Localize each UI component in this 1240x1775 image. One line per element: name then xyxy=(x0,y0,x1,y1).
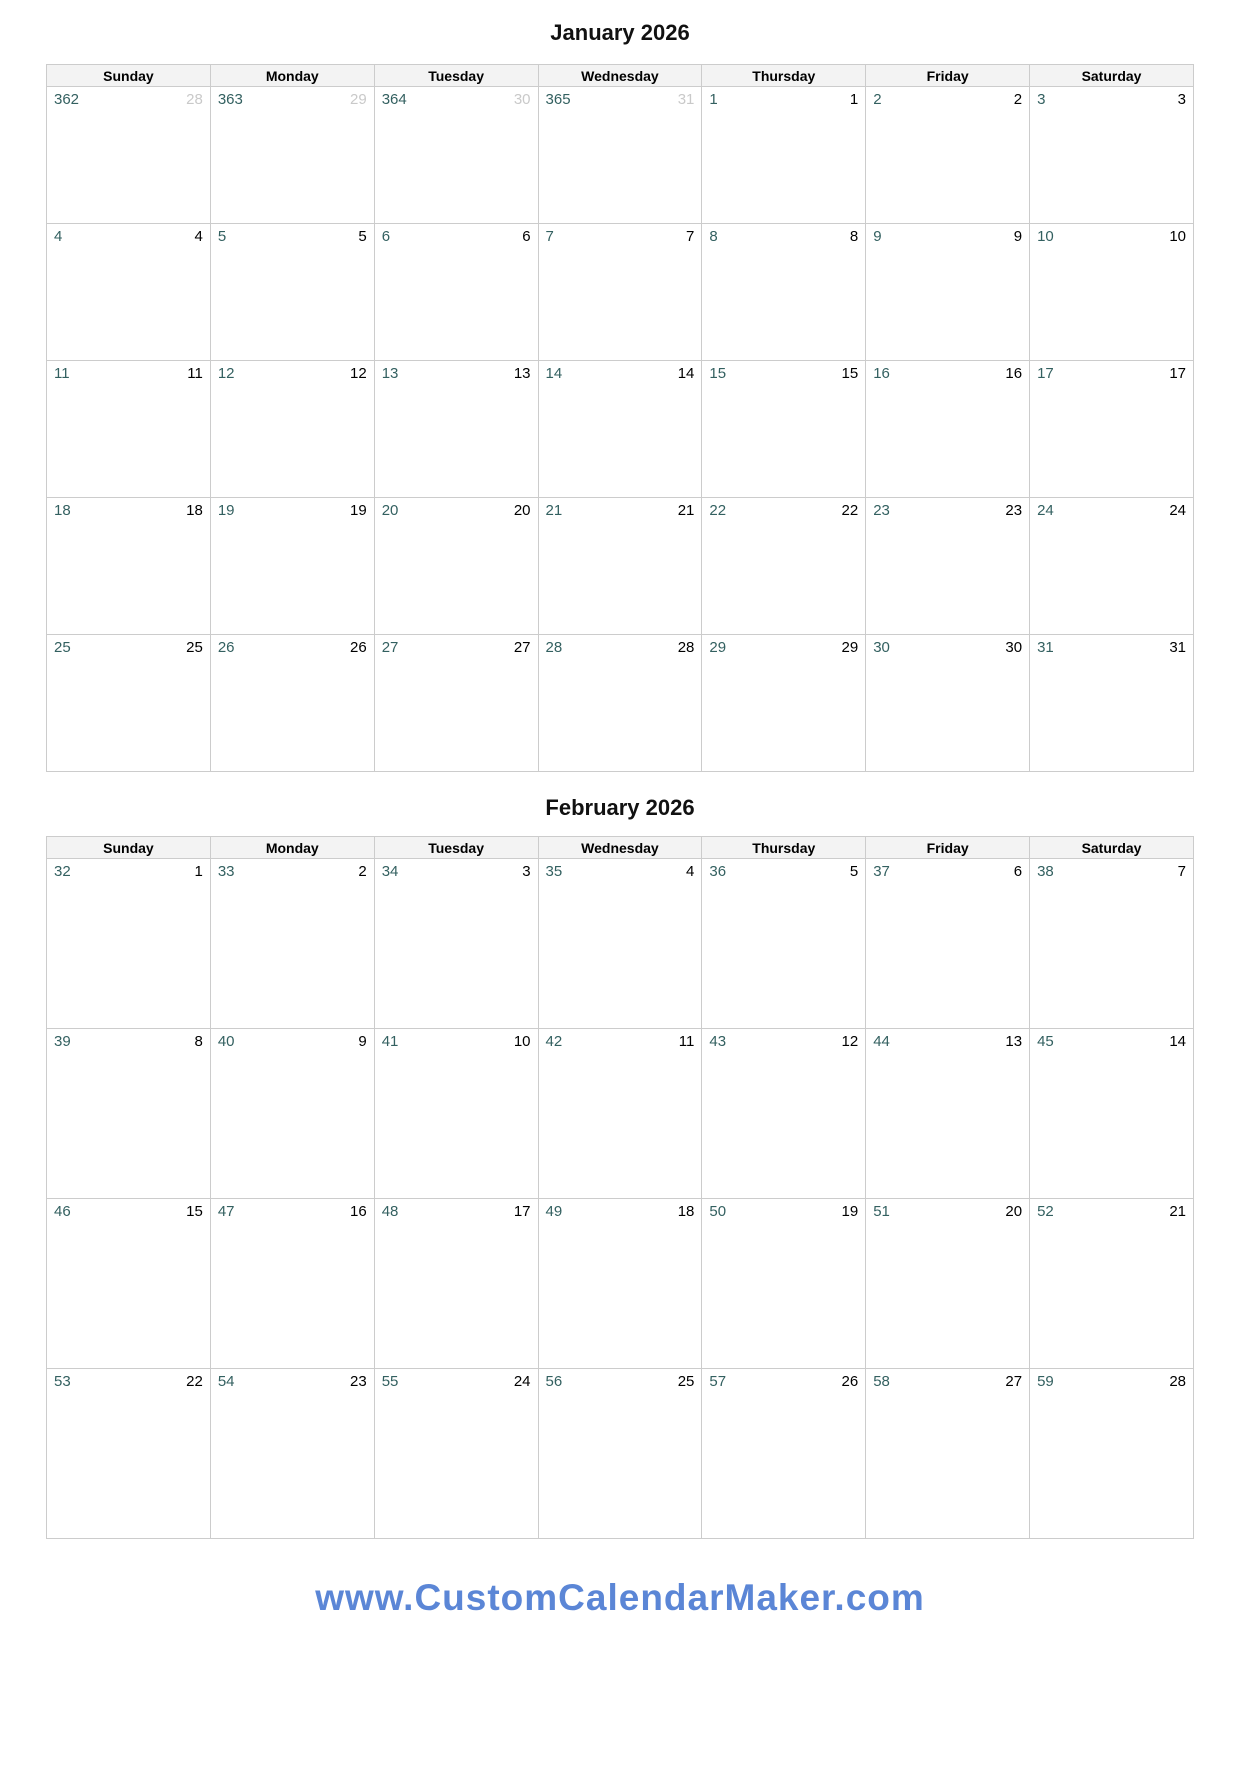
day-cell xyxy=(210,498,374,635)
day-of-year-number: 27 xyxy=(381,639,399,656)
day-cell xyxy=(702,1369,866,1539)
day-number: 14 xyxy=(1169,1033,1186,1050)
day-number: 30 xyxy=(513,91,531,108)
day-cell xyxy=(47,635,211,772)
day-number: 26 xyxy=(350,639,367,656)
day-of-year-number: 58 xyxy=(873,1373,890,1390)
day-of-year-number: 39 xyxy=(54,1033,71,1050)
day-number: 10 xyxy=(1169,228,1186,245)
day-cell xyxy=(702,87,866,224)
day-cell xyxy=(538,498,702,635)
day-cell xyxy=(374,87,538,224)
day-cell xyxy=(1030,1029,1194,1199)
day-of-year-number: 29 xyxy=(709,639,727,656)
day-cell xyxy=(374,1369,538,1539)
day-of-year-number: 7 xyxy=(545,228,554,245)
day-number: 14 xyxy=(677,365,695,382)
day-of-year-number: 45 xyxy=(1037,1033,1054,1050)
day-number: 30 xyxy=(1005,639,1023,656)
day-cell xyxy=(538,361,702,498)
day-number: 8 xyxy=(849,228,859,245)
day-number: 25 xyxy=(186,639,203,656)
day-number: 4 xyxy=(194,228,203,245)
month-section-january xyxy=(0,20,1240,772)
day-cell xyxy=(866,361,1030,498)
day-of-year-number: 363 xyxy=(217,91,243,108)
day-of-year-number: 59 xyxy=(1037,1373,1054,1390)
day-of-year-number: 364 xyxy=(381,91,407,108)
day-number: 18 xyxy=(186,502,203,519)
day-number: 18 xyxy=(677,1203,695,1220)
day-of-year-number: 55 xyxy=(381,1373,399,1390)
day-cell xyxy=(47,1199,211,1369)
day-number: 25 xyxy=(677,1373,695,1390)
day-number: 21 xyxy=(1169,1203,1186,1220)
day-of-year-number: 41 xyxy=(381,1033,399,1050)
day-number: 1 xyxy=(194,863,203,880)
day-of-year-number: 13 xyxy=(381,365,399,382)
day-number: 9 xyxy=(358,1033,367,1050)
day-cell xyxy=(702,361,866,498)
day-cell xyxy=(702,1029,866,1199)
day-cell xyxy=(702,498,866,635)
day-cell xyxy=(210,635,374,772)
day-of-year-number: 10 xyxy=(1037,228,1054,245)
day-of-year-number: 42 xyxy=(545,1033,563,1050)
weekday-header-wednesday: Wednesday xyxy=(538,837,702,859)
day-of-year-number: 23 xyxy=(873,502,890,519)
day-cell xyxy=(1030,87,1194,224)
day-number: 12 xyxy=(841,1033,859,1050)
day-number: 16 xyxy=(350,1203,367,1220)
day-of-year-number: 53 xyxy=(54,1373,71,1390)
day-number: 24 xyxy=(1169,502,1186,519)
day-number: 6 xyxy=(522,228,531,245)
day-of-year-number: 1 xyxy=(709,91,718,108)
day-number: 22 xyxy=(841,502,859,519)
weekday-header-thursday: Thursday xyxy=(702,65,866,87)
month-title: January 2026 xyxy=(550,20,690,45)
weekday-header-saturday: Saturday xyxy=(1030,837,1194,859)
day-cell xyxy=(538,1199,702,1369)
week-row xyxy=(47,498,1194,635)
weekday-header-friday: Friday xyxy=(866,65,1030,87)
day-of-year-number: 49 xyxy=(545,1203,563,1220)
day-of-year-number: 28 xyxy=(545,639,563,656)
day-of-year-number: 6 xyxy=(381,228,391,245)
day-cell xyxy=(538,224,702,361)
month-section-february xyxy=(0,795,1240,1539)
day-cell xyxy=(1030,498,1194,635)
day-number: 20 xyxy=(1005,1203,1023,1220)
day-number: 28 xyxy=(186,91,203,108)
day-cell xyxy=(538,635,702,772)
week-row xyxy=(47,635,1194,772)
day-cell xyxy=(47,1369,211,1539)
day-of-year-number: 33 xyxy=(217,863,235,880)
day-number: 23 xyxy=(1005,502,1023,519)
day-of-year-number: 47 xyxy=(217,1203,235,1220)
day-cell xyxy=(702,859,866,1029)
day-number: 17 xyxy=(513,1203,531,1220)
day-of-year-number: 35 xyxy=(545,863,563,880)
day-cell xyxy=(374,498,538,635)
weekday-header-tuesday: Tuesday xyxy=(374,837,538,859)
day-cell xyxy=(47,859,211,1029)
day-of-year-number: 3 xyxy=(1037,91,1046,108)
day-of-year-number: 15 xyxy=(709,365,727,382)
day-of-year-number: 12 xyxy=(217,365,235,382)
day-cell xyxy=(47,1029,211,1199)
calendar-page xyxy=(0,20,1240,1619)
day-of-year-number: 57 xyxy=(709,1373,727,1390)
day-of-year-number: 48 xyxy=(381,1203,399,1220)
day-number: 3 xyxy=(1177,91,1186,108)
day-cell xyxy=(702,635,866,772)
day-cell xyxy=(374,361,538,498)
day-of-year-number: 9 xyxy=(873,228,882,245)
month-title: February 2026 xyxy=(545,795,695,820)
day-of-year-number: 34 xyxy=(381,863,399,880)
day-of-year-number: 32 xyxy=(54,863,71,880)
day-cell xyxy=(374,859,538,1029)
day-of-year-number: 56 xyxy=(545,1373,563,1390)
day-cell xyxy=(1030,859,1194,1029)
day-number: 9 xyxy=(1013,228,1023,245)
day-number: 27 xyxy=(1005,1373,1023,1390)
day-of-year-number: 38 xyxy=(1037,863,1054,880)
day-of-year-number: 31 xyxy=(1037,639,1054,656)
day-of-year-number: 50 xyxy=(709,1203,727,1220)
weekday-header-monday: Monday xyxy=(210,65,374,87)
day-of-year-number: 4 xyxy=(54,228,63,245)
day-of-year-number: 8 xyxy=(709,228,718,245)
week-row xyxy=(47,1029,1194,1199)
day-number: 19 xyxy=(841,1203,859,1220)
day-cell xyxy=(538,87,702,224)
day-number: 28 xyxy=(677,639,695,656)
day-of-year-number: 51 xyxy=(873,1203,890,1220)
watermark-text: www.CustomCalendarMaker.com xyxy=(315,1577,925,1618)
week-row xyxy=(47,361,1194,498)
day-cell xyxy=(1030,1199,1194,1369)
weekday-header-friday: Friday xyxy=(866,837,1030,859)
day-number: 5 xyxy=(358,228,367,245)
day-number: 24 xyxy=(513,1373,531,1390)
day-of-year-number: 11 xyxy=(54,365,70,382)
day-of-year-number: 17 xyxy=(1037,365,1054,382)
day-of-year-number: 30 xyxy=(873,639,890,656)
day-cell xyxy=(1030,361,1194,498)
day-of-year-number: 52 xyxy=(1037,1203,1054,1220)
day-number: 5 xyxy=(849,863,859,880)
day-cell xyxy=(866,635,1030,772)
day-of-year-number: 26 xyxy=(217,639,235,656)
day-number: 22 xyxy=(186,1373,203,1390)
day-number: 7 xyxy=(1177,863,1186,880)
day-number: 13 xyxy=(1005,1033,1023,1050)
weekday-header-saturday: Saturday xyxy=(1030,65,1194,87)
day-cell xyxy=(702,1199,866,1369)
day-of-year-number: 24 xyxy=(1037,502,1054,519)
month-grid xyxy=(46,64,1194,772)
weekday-header-sunday: Sunday xyxy=(47,837,211,859)
day-of-year-number: 37 xyxy=(873,863,890,880)
day-number: 6 xyxy=(1013,863,1023,880)
day-number: 4 xyxy=(686,863,695,880)
day-of-year-number: 25 xyxy=(54,639,71,656)
day-number: 2 xyxy=(1013,91,1023,108)
day-number: 23 xyxy=(350,1373,367,1390)
day-of-year-number: 40 xyxy=(217,1033,235,1050)
day-number: 17 xyxy=(1169,365,1186,382)
day-cell xyxy=(210,87,374,224)
weekday-header-monday: Monday xyxy=(210,837,374,859)
day-of-year-number: 46 xyxy=(54,1203,71,1220)
weekday-header-tuesday: Tuesday xyxy=(374,65,538,87)
day-cell xyxy=(538,1369,702,1539)
day-number: 31 xyxy=(677,91,695,108)
day-number: 15 xyxy=(186,1203,203,1220)
day-cell xyxy=(374,1029,538,1199)
day-of-year-number: 365 xyxy=(545,91,571,108)
day-of-year-number: 22 xyxy=(709,502,727,519)
weekday-header-sunday: Sunday xyxy=(47,65,211,87)
day-number: 28 xyxy=(1169,1373,1186,1390)
day-number: 31 xyxy=(1169,639,1186,656)
day-of-year-number: 20 xyxy=(381,502,399,519)
day-of-year-number: 21 xyxy=(545,502,563,519)
day-number: 1 xyxy=(849,91,859,108)
day-number: 29 xyxy=(350,91,367,108)
weekday-header-wednesday: Wednesday xyxy=(538,65,702,87)
day-of-year-number: 54 xyxy=(217,1373,235,1390)
day-cell xyxy=(47,498,211,635)
day-cell xyxy=(866,498,1030,635)
day-number: 16 xyxy=(1005,365,1023,382)
day-cell xyxy=(702,224,866,361)
weekday-header-row xyxy=(47,65,1194,87)
day-cell xyxy=(866,224,1030,361)
day-cell xyxy=(47,361,211,498)
day-cell xyxy=(866,1369,1030,1539)
week-row xyxy=(47,1199,1194,1369)
day-cell xyxy=(47,87,211,224)
day-of-year-number: 43 xyxy=(709,1033,727,1050)
day-cell xyxy=(210,1199,374,1369)
day-cell xyxy=(374,1199,538,1369)
day-number: 13 xyxy=(513,365,531,382)
day-cell xyxy=(866,1199,1030,1369)
week-row xyxy=(47,1369,1194,1539)
day-number: 12 xyxy=(350,365,367,382)
day-number: 20 xyxy=(513,502,531,519)
day-of-year-number: 44 xyxy=(873,1033,890,1050)
day-cell xyxy=(210,224,374,361)
weekday-header-row xyxy=(47,837,1194,859)
day-number: 11 xyxy=(187,365,203,382)
day-number: 15 xyxy=(841,365,859,382)
day-cell xyxy=(374,635,538,772)
day-number: 19 xyxy=(350,502,367,519)
day-of-year-number: 16 xyxy=(873,365,890,382)
day-number: 27 xyxy=(513,639,531,656)
day-of-year-number: 5 xyxy=(217,228,227,245)
day-cell xyxy=(47,224,211,361)
day-cell xyxy=(210,859,374,1029)
day-number: 2 xyxy=(358,863,367,880)
month-grid xyxy=(46,836,1194,1539)
day-of-year-number: 19 xyxy=(217,502,235,519)
day-of-year-number: 362 xyxy=(54,91,80,108)
day-number: 29 xyxy=(841,639,859,656)
day-cell xyxy=(538,1029,702,1199)
day-number: 21 xyxy=(677,502,695,519)
day-cell xyxy=(210,1029,374,1199)
day-of-year-number: 36 xyxy=(709,863,727,880)
day-cell xyxy=(1030,1369,1194,1539)
day-cell xyxy=(538,859,702,1029)
day-cell xyxy=(866,1029,1030,1199)
week-row xyxy=(47,859,1194,1029)
day-number: 11 xyxy=(678,1033,695,1050)
day-number: 7 xyxy=(686,228,695,245)
day-cell xyxy=(866,87,1030,224)
day-number: 10 xyxy=(513,1033,531,1050)
day-cell xyxy=(1030,635,1194,772)
week-row xyxy=(47,224,1194,361)
day-cell xyxy=(866,859,1030,1029)
day-of-year-number: 2 xyxy=(873,91,882,108)
week-row xyxy=(47,87,1194,224)
day-of-year-number: 18 xyxy=(54,502,71,519)
day-number: 26 xyxy=(841,1373,859,1390)
day-cell xyxy=(210,1369,374,1539)
weekday-header-thursday: Thursday xyxy=(702,837,866,859)
day-cell xyxy=(374,224,538,361)
day-number: 3 xyxy=(522,863,531,880)
day-cell xyxy=(210,361,374,498)
day-number: 8 xyxy=(194,1033,203,1050)
day-cell xyxy=(1030,224,1194,361)
day-of-year-number: 14 xyxy=(545,365,563,382)
